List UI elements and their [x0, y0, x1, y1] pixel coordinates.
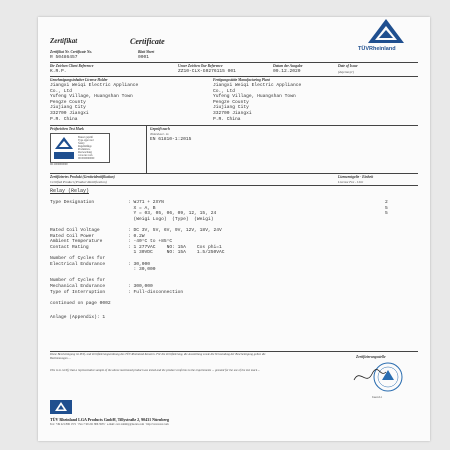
cert-no-label: Zertifikat Nr. Certificate No.: [50, 50, 93, 54]
spec-row: [50, 301, 418, 307]
spec-table: [50, 200, 418, 306]
signer-label: Zertifizierungsstelle: [356, 355, 386, 359]
spec-value: : 0.2W: [128, 233, 145, 239]
signature-stamp-icon: [350, 360, 412, 394]
spec-key: Contact Rating: [50, 244, 89, 250]
spec-key: Number of Cycles for: [50, 278, 106, 284]
address-line: 332700 Jiangxi: [213, 110, 252, 116]
triangle-logo-icon: [50, 400, 72, 414]
spec-value: Y = 03, 05, 06, 09, 12, 15, 24: [128, 211, 217, 217]
our-ref-value: ZZ10-CLX-G0276115 001: [178, 69, 236, 74]
divider: [146, 125, 147, 173]
spec-fee: 5: [385, 205, 388, 211]
address-line: Jiujiang City: [213, 105, 249, 111]
divider: [50, 173, 418, 174]
address-line: P.R. China: [213, 116, 241, 122]
legal-english: This is to certify that a representative sample of the above mentioned product was tested and the product conforms to the requirements ... granted for the use of the test mark ...: [50, 368, 261, 372]
spec-value: : WJ71 + 2XYN: [128, 200, 164, 205]
address-line: 332700 Jiangxi: [50, 110, 89, 116]
tuv-footer-logo: [50, 400, 72, 414]
mark-line: Bauart geprüft: [78, 136, 94, 139]
spec-fee: 5: [385, 211, 388, 217]
license-fee-label: Lizenzentgelte - Einheit: [338, 175, 374, 179]
mark-line: Regelmäßige: [78, 145, 92, 148]
test-mark-id: ID 2000000000: [50, 163, 68, 166]
test-mark-box: [50, 133, 110, 163]
spec-value: : -40°C to +85°C: [128, 239, 173, 245]
address-line: P.R. China: [50, 116, 78, 122]
mark-line: www.tuv.com: [78, 154, 93, 157]
signer-name: Jason Li: [372, 395, 383, 399]
spec-key: Ambient Temperature: [50, 239, 103, 245]
address-line: Jiangxi Weiqi Electric Appliance: [50, 83, 139, 88]
title-english: Certificate: [130, 37, 165, 46]
spec-value: : 300,000: [128, 283, 153, 289]
certification-stamp: [350, 360, 412, 394]
standard-label-en: Tested acc. to: [150, 132, 169, 136]
spec-key: Mechanical Endurance: [50, 283, 106, 289]
mark-line: Safety: [78, 142, 85, 145]
spec-key: Rated Coil Voltage: [50, 227, 100, 233]
address-line: Co., Ltd: [50, 88, 73, 94]
spec-value: : 1 277VAC NO: 15A Cos phi=1: [128, 244, 222, 250]
date-format: (day/mo/yr): [338, 70, 355, 74]
spec-value: X = A, B: [128, 205, 156, 211]
divider: [50, 62, 418, 63]
product-name: Relay (Relay): [50, 188, 90, 194]
spec-key: Type Designation: [50, 200, 95, 205]
mark-line: ID 0000000000: [78, 157, 95, 160]
address-line: Co., Ltd: [213, 88, 236, 94]
holder-address: [50, 83, 138, 122]
spec-key: Number of Cycles for: [50, 255, 106, 261]
certificate-page: [38, 17, 430, 441]
product-label-en: Certified Product (Product Identification): [50, 180, 107, 184]
client-ref-label: Ihr Zeichen Client Reference: [50, 64, 94, 68]
title-german: Zertifikat: [50, 37, 78, 45]
date-label-en: Date of Issue: [338, 64, 358, 68]
standard-label: Geprüft nach: [150, 127, 170, 131]
license-fee-label-en: License Fee - Unit: [338, 180, 364, 184]
our-ref-label: Unser Zeichen Our Reference: [178, 64, 223, 68]
spec-key: continued on page 0002: [50, 300, 111, 306]
appendix: Anlage (Appendix): 1: [50, 315, 106, 320]
spec-value: : Full-disconnection: [128, 289, 184, 295]
spec-value: : 30,000: [128, 261, 151, 267]
product-label: Zertifiziertes Produkt (Geräteidentifikation): [50, 175, 115, 179]
sheet-label: Blatt Sheet: [138, 50, 155, 54]
plant-address: [213, 83, 301, 122]
address-line: Jiujiang City: [50, 105, 86, 111]
mark-line: Produktion-: [78, 148, 91, 151]
spec-fee: 2: [385, 200, 388, 205]
divider: [50, 76, 418, 77]
test-mark-label: Prüfzeichen Test Mark: [50, 127, 84, 131]
address-line: Yufeng Village, Huangshan Town: [50, 94, 133, 100]
spec-key: Type of Interruption: [50, 289, 106, 295]
sheet-value: 0001: [138, 55, 150, 60]
company-name: TÜV Rheinland LGA Products GmbH, Tillystraße 2, 90431 Nürnberg: [50, 417, 170, 422]
divider: [50, 185, 418, 186]
address-line: Jiangxi Weiqi Electric Appliance: [213, 83, 302, 88]
address-line: Pengze County: [50, 99, 86, 105]
spec-value: : DC 3V, 5V, 6V, 9V, 12V, 18V, 24V: [128, 227, 222, 233]
standard-value: EN 61810-1:2015: [150, 137, 192, 142]
brand-name: TÜVRheinland: [358, 46, 396, 52]
divider: [50, 125, 418, 126]
spec-value: (Weigi Logo) (Type) (Weigi): [128, 216, 214, 222]
plant-label: Fertigungsstätte Manufacturing Plant: [213, 78, 270, 82]
spec-key: Rated Coil Power: [50, 233, 95, 239]
holder-label: Genehmigungsinhaber License Holder: [50, 78, 108, 82]
test-mark-icon: [52, 135, 76, 161]
client-ref-value: K.R.P.: [50, 69, 67, 74]
date-value: 09.12.2020: [273, 69, 301, 74]
address-line: Pengze County: [213, 99, 249, 105]
spec-key: Electrical Endurance: [50, 261, 106, 267]
company-contact: Tel.: +49 221 806 1371 · Fax: +49 221 806 3935 · e-mail: cert-validity@de.tuv.com · http://www.tuv.com: [50, 423, 169, 426]
cert-no-value: R 50486457: [50, 55, 78, 60]
date-label: Datum der Ausgabe: [273, 64, 303, 68]
mark-line: Type approved: [78, 139, 94, 142]
mark-line: überwachung: [78, 151, 92, 154]
legal-german: Diese Bescheinigung ist Prüf- und Zertifizierungsordnung des TÜV Rheinland Konzern. Für die Zertifizierung, die Ausstellung sowie die Verwendung der Bescheinigung gelten die Bestimmungen ...: [50, 352, 266, 360]
spec-value: : 30,000: [128, 267, 156, 273]
spec-value: 1 30VDC NO: 15A 1.5/250VAC: [128, 250, 225, 256]
test-mark-text: [78, 136, 108, 160]
address-line: Yufeng Village, Huangshan Town: [213, 94, 296, 100]
